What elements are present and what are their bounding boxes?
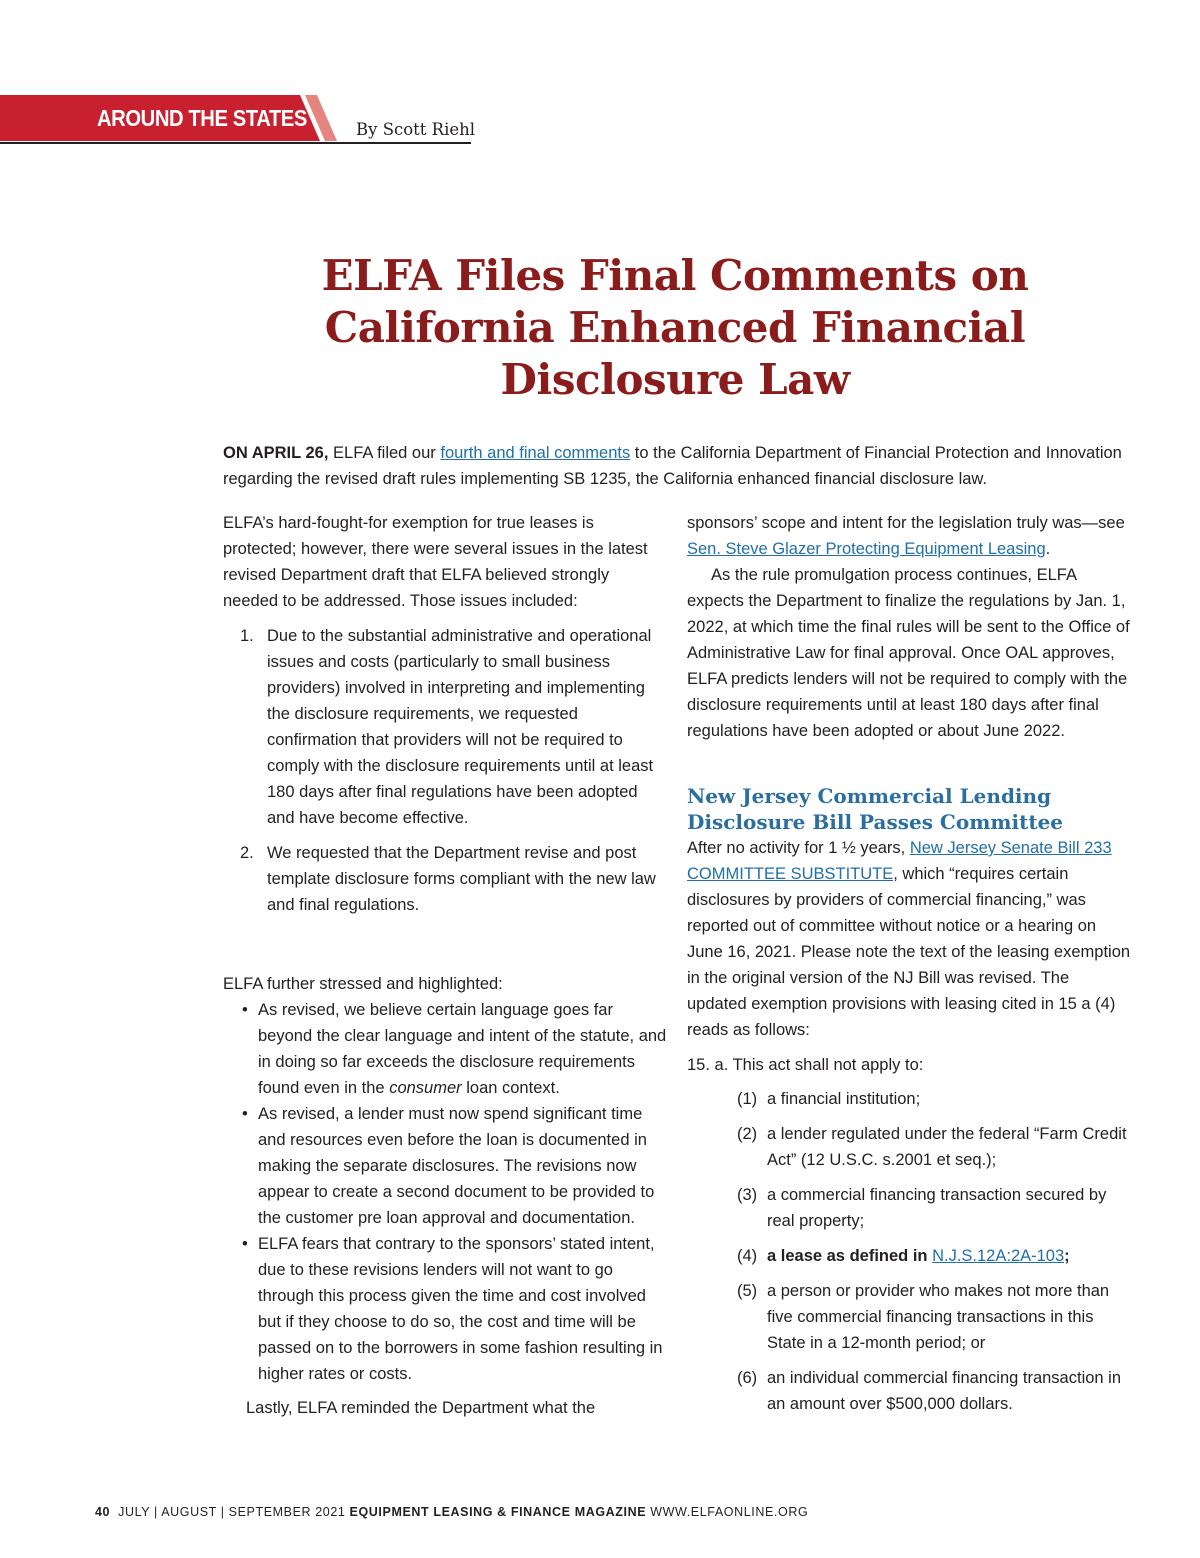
nj-text-1: After no activity for 1 ½ years, (687, 839, 910, 857)
title-line-2: California Enhanced Financial (324, 303, 1026, 352)
list-number: (6) (737, 1369, 758, 1387)
bullet-text: loan context. (461, 1079, 560, 1097)
exemption-list (687, 1086, 1132, 1417)
list-item-text: a person or provider who makes not more than five commercial financing transactions in this State in a 12-month period; or (767, 1282, 1110, 1352)
nj-subheading: New Jersey Commercial Lending Disclosure Bill Passes Committee (687, 784, 1064, 834)
list-number: (5) (737, 1282, 758, 1300)
list-item-text: Due to the substantial administrative and operational issues and costs (particularly to small business providers) involved in interpreting and implementing the disclosure requirements, we requested confirmation that providers will not be required to comply with the disclosure requirements until at least 180 days after final regulations have been adopted and have become effective. (267, 627, 654, 827)
list-item (223, 840, 668, 918)
list-item (687, 1365, 1132, 1417)
lead-dateline: ON APRIL 26, (223, 444, 329, 462)
title-line-1: ELFA Files Final Comments on (321, 251, 1029, 300)
list-item (223, 623, 668, 831)
list-number: 2. (240, 844, 254, 862)
magazine-name: EQUIPMENT LEASING & FINANCE MAGAZINE (349, 1505, 647, 1519)
nj-senate-bill-link[interactable]: New Jersey Senate Bill 233 COMMITTEE SUBSTITUTE (687, 839, 1112, 883)
website-url: WWW.ELFAONLINE.ORG (646, 1505, 809, 1519)
list-item-text: an individual commercial financing transaction in an amount over $500,000 dollars. (767, 1369, 1122, 1413)
further-stressed-line: ELFA further stressed and highlighted: (223, 975, 503, 993)
left-column (223, 510, 668, 1421)
list-item-text: We requested that the Department revise and post template disclosure forms compliant with the new law and final regulations. (267, 844, 656, 914)
bullet-emphasis: consumer (389, 1079, 462, 1097)
list-item (687, 1086, 1132, 1112)
continuation-text: sponsors’ scope and intent for the legislation truly was—see (687, 514, 1125, 532)
continuation-paragraph (687, 510, 1132, 562)
bullet-text: ELFA fears that contrary to the sponsors’ stated intent, due to these revisions lenders will not want to go through this process given the time and cost involved but if they choose to do so, the cost and time will be passed on to the borrowers in some fashion resulting in higher rates or costs. (258, 1235, 663, 1383)
list-item (687, 1243, 1132, 1269)
page-footer (95, 1505, 808, 1519)
list-item (687, 1278, 1132, 1356)
list-number: (2) (737, 1125, 758, 1143)
bullet-text: As revised, we believe certain language goes far beyond the clear language and intent of the statute, and in doing so far exceeds the disclosure requirements found even in the (258, 1001, 667, 1097)
continuation-period: . (1045, 540, 1051, 558)
lead-paragraph (223, 441, 1143, 492)
nj-paragraph (687, 835, 1132, 1043)
act-intro-line: 15. a. This act shall not apply to: (687, 1056, 924, 1074)
fourth-final-comments-link[interactable]: fourth and final comments (440, 444, 631, 462)
byline: By Scott Riehl (356, 120, 476, 139)
lead-text-2: to the California Department of Financial Protection and Innovation regarding the revised draft rules implementing SB 1235, the California enhanced financial disclosure law. (223, 444, 1122, 488)
rule-promulgation-paragraph: As the rule promulgation process continues, ELFA expects the Department to finalize the regulations by Jan. 1, 2022, at which time the final rules will be sent to the Office of Administrative Law for final approval. Once OAL approves, ELFA predicts lenders will not be required to comply with the disclosure requirements until at least 180 days after final regulations have been adopted or about June 2022. (687, 566, 1130, 740)
list-item (687, 1121, 1132, 1173)
left-intro-paragraph: ELFA’s hard-fought-for exemption for true leases is protected; however, there were several issues in the latest revised Department draft that ELFA believed strongly needed to be addressed. Those issues included: (223, 514, 648, 610)
bullet-icon: • (242, 1001, 248, 1019)
right-column (687, 510, 1132, 1426)
title-line-3: Disclosure Law (500, 355, 850, 404)
list-item (687, 1182, 1132, 1234)
lease-definition-end: ; (1064, 1247, 1070, 1265)
issue-date: JULY | AUGUST | SEPTEMBER 2021 (118, 1505, 350, 1519)
issues-numbered-list (223, 623, 668, 918)
list-item-text: a commercial financing transaction secured by real property; (767, 1186, 1107, 1230)
glazer-protecting-leasing-link[interactable]: Sen. Steve Glazer Protecting Equipment Leasing (687, 540, 1046, 558)
list-number: (3) (737, 1186, 758, 1204)
lease-definition-text: a lease as defined in (767, 1247, 933, 1265)
lastly-paragraph: Lastly, ELFA reminded the Department what the (246, 1399, 596, 1417)
spacer (223, 927, 668, 971)
bullet-text: As revised, a lender must now spend significant time and resources even before the loan is documented in making the separate disclosures. The revisions now appear to create a second document to be provided to the customer pre loan approval and documentation. (258, 1105, 655, 1227)
list-item-text: a financial institution; (767, 1090, 921, 1108)
list-item-text: a lender regulated under the federal “Farm Credit Act” (12 U.S.C. s.2001 et seq.); (767, 1125, 1127, 1169)
list-number: 1. (240, 627, 254, 645)
list-number: (1) (737, 1090, 758, 1108)
section-label: AROUND THE STATES (97, 105, 307, 131)
lead-text-1: ELFA filed our (328, 444, 441, 462)
header-rule (0, 142, 471, 144)
bullet-icon: • (242, 1235, 248, 1253)
bullet-icon: • (242, 1105, 248, 1123)
stressed-bullet-list (223, 997, 668, 1387)
nj-text-2: , which “requires certain disclosures by providers of commercial financing,” was reported out of committee without notice or a hearing on June 16, 2021. Please note the text of the leasing exemption in the original version of the NJ Bill was revised. The updated exemption provisions with leasing cited in 15 a (4) reads as follows: (687, 865, 1131, 1039)
list-number: (4) (737, 1247, 758, 1265)
article-title (300, 250, 1050, 406)
list-item (223, 1101, 668, 1231)
page-number: 40 (95, 1505, 111, 1519)
njs-12a-2a-103-link[interactable]: N.J.S.12A:2A-103 (932, 1247, 1065, 1265)
list-item (223, 1231, 668, 1387)
list-item (223, 997, 668, 1101)
